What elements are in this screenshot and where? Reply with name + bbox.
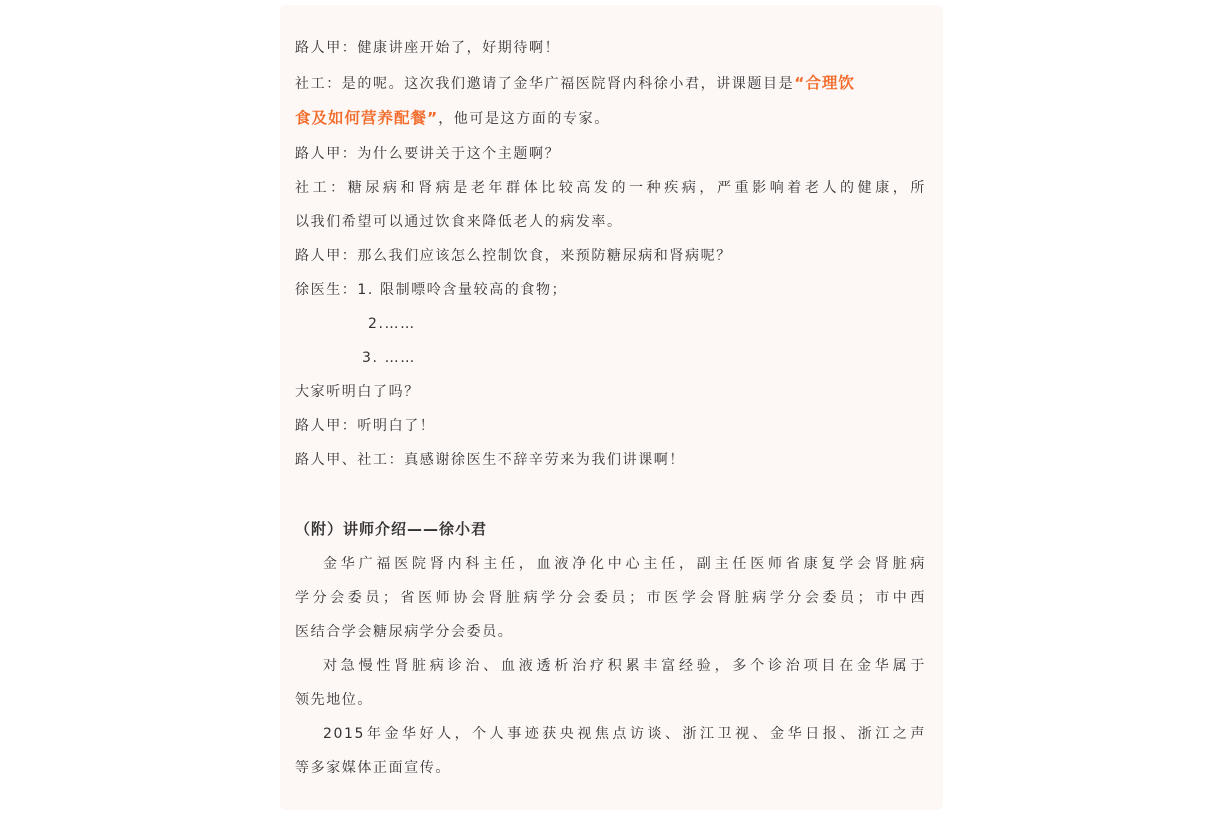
intro-text: 医结合学会糖尿病学分会委员。 [295, 624, 514, 640]
dialogue-line-6 [295, 212, 926, 232]
dialogue-text: 路人甲：听明白了！ [295, 418, 436, 434]
dialogue-line-13 [295, 450, 926, 470]
dialogue-line-8 [295, 280, 926, 300]
dialogue-text: 社工：是的呢。这次我们邀请了金华广福医院肾内科徐小君，讲课题目是 [295, 76, 795, 92]
dialogue-text: 大家听明白了吗？ [295, 384, 420, 400]
intro-paragraph-3-line-2 [295, 758, 926, 778]
list-item-2 [368, 314, 926, 334]
dialogue-text: 路人甲、社工：真感谢徐医生不辞辛劳来为我们讲课啊！ [295, 452, 685, 468]
section-heading [295, 519, 926, 539]
dialogue-line-2 [295, 73, 926, 94]
dialogue-text: 路人甲：健康讲座开始了，好期待啊！ [295, 40, 561, 56]
dialogue-text: ，他可是这方面的专家。 [438, 111, 610, 127]
dialogue-line-4 [295, 144, 926, 164]
intro-paragraph-2-line-2 [295, 690, 926, 710]
intro-paragraph-1-line-3 [295, 622, 926, 642]
intro-paragraph-3-line-1: 2015年金华好人，个人事迹获央视焦点访谈、浙江卫视、金华日报、浙江之声 [323, 726, 926, 742]
intro-paragraph-1-line-2: 学分会委员；省医师协会肾脏病学分会委员；市医学会肾脏病学分会委员；市中西 [295, 590, 926, 606]
list-text: 2.…… [368, 316, 416, 332]
list-item-3 [362, 348, 926, 368]
dialogue-text: 徐医生：1. 限制嘌呤含量较高的食物； [295, 282, 568, 298]
intro-paragraph-2-line-1: 对急慢性肾脏病诊治、血液透析治疗积累丰富经验，多个诊治项目在金华属于 [323, 658, 926, 674]
dialogue-line-3 [295, 108, 926, 129]
intro-paragraph-1-line-1: 金华广福医院肾内科主任，血液净化中心主任，副主任医师省康复学会肾脏病 [323, 556, 926, 572]
heading-text: （附）讲师介绍——徐小君 [295, 520, 488, 538]
article-card [280, 5, 943, 810]
intro-text: 领先地位。 [295, 692, 373, 708]
dialogue-line-1 [295, 38, 926, 58]
dialogue-text: 路人甲：为什么要讲关于这个主题啊？ [295, 146, 561, 162]
dialogue-text: 路人甲：那么我们应该怎么控制饮食，来预防糖尿病和肾病呢？ [295, 248, 732, 264]
dialogue-line-11 [295, 382, 926, 402]
dialogue-text: 以我们希望可以通过饮食来降低老人的病发率。 [295, 214, 623, 230]
intro-text: 等多家媒体正面宣传。 [295, 760, 451, 776]
list-text: 3. …… [362, 350, 416, 366]
dialogue-line-5: 社工：糖尿病和肾病是老年群体比较高发的一种疾病，严重影响着老人的健康，所 [295, 180, 926, 196]
lecture-title-highlight: 食及如何营养配餐” [295, 109, 439, 127]
lecture-title-highlight: “合理饮 [794, 74, 855, 92]
dialogue-line-7 [295, 246, 926, 266]
dialogue-line-12 [295, 416, 926, 436]
